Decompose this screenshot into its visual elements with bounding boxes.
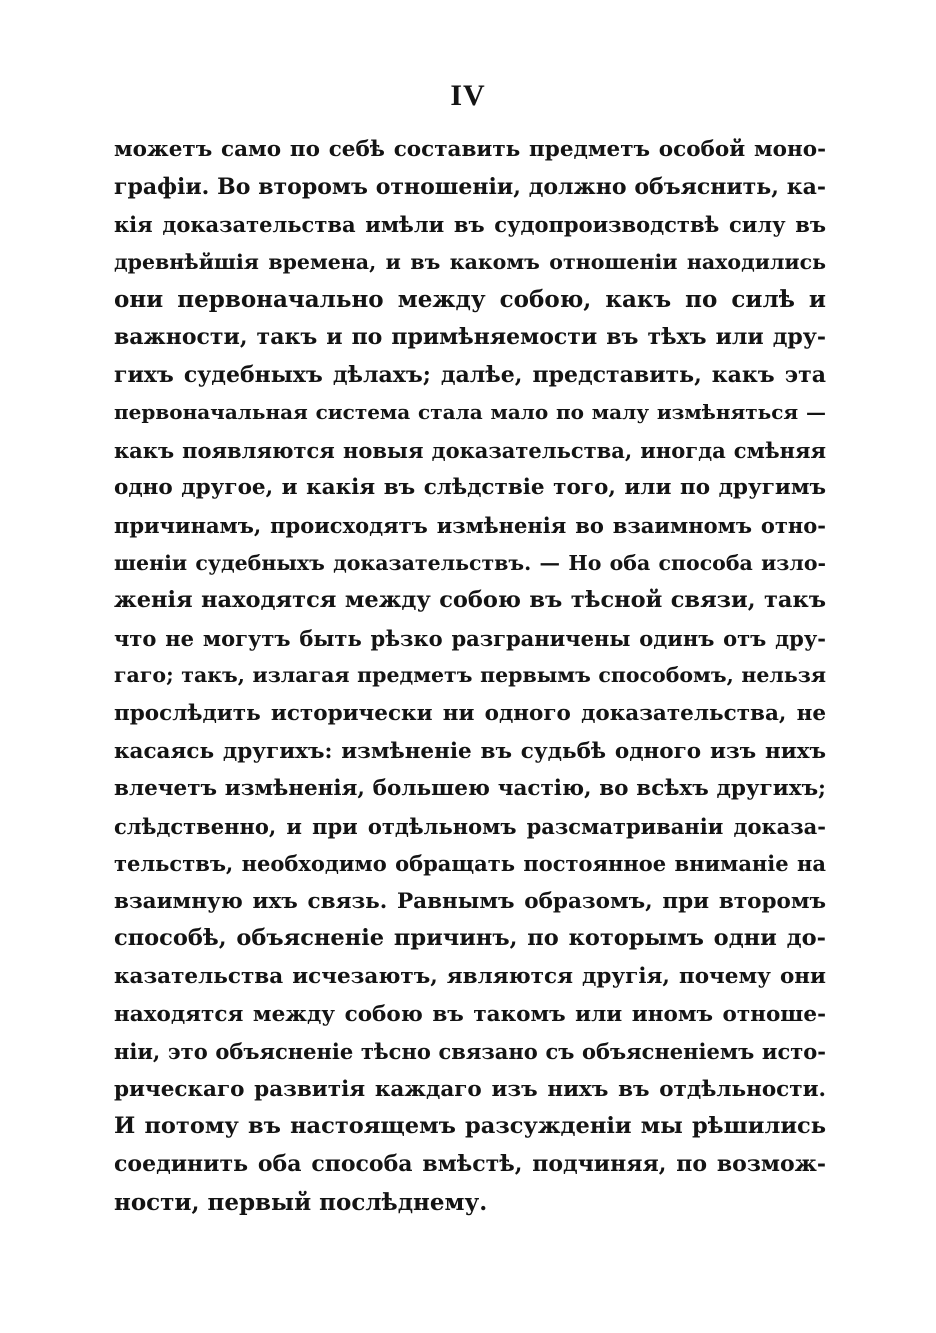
- text-line: тельствъ, необходимо обращать постоянное вниманіе на: [114, 851, 826, 877]
- text-line: взаимную ихъ связь. Равнымъ образомъ, при второмъ: [114, 888, 826, 914]
- text-line: шеніи судебныхъ доказательствъ. — Но оба способа изло-: [114, 550, 826, 575]
- text-line: рическаго развитія каждаго изъ нихъ въ отдѣльности.: [114, 1076, 826, 1102]
- text-line: ности, первый послѣднему.: [114, 1188, 488, 1216]
- text-line: гаго; такъ, излагая предметъ первымъ способомъ, нельзя: [114, 663, 826, 688]
- text-line: причинамъ, происходятъ измѣненія во взаимномъ отно-: [114, 512, 826, 538]
- text-line: древнѣйшія времена, и въ какомъ отношеніи находились: [114, 249, 826, 274]
- text-line: что не могутъ быть рѣзко разграничены одинъ отъ дру-: [114, 625, 826, 651]
- text-line: женія находятся между собою въ тѣсной связи, такъ: [114, 587, 826, 614]
- text-line: одно другое, и какія въ слѣдствіе того, или по другимъ: [114, 475, 826, 501]
- text-line: влечетъ измѣненія, большею частію, во всѣхъ другихъ;: [114, 776, 826, 802]
- text-line: касаясь другихъ: измѣненіе въ судьбѣ одного изъ нихъ: [114, 738, 826, 764]
- body-text: [114, 131, 826, 1221]
- text-line: слѣдственно, и при отдѣльномъ разсматриваніи доказа-: [114, 813, 826, 839]
- text-line: какъ появляются новыя доказательства, иногда смѣняя: [114, 437, 826, 463]
- text-line: гихъ судебныхъ дѣлахъ; далѣе, представить, какъ эта: [114, 361, 826, 388]
- text-line: ніи, это объясненіе тѣсно связано съ объясненіемъ исто-: [114, 1039, 826, 1065]
- text-line: казательства исчезаютъ, являются другія, почему они: [114, 964, 826, 990]
- text-line: находятся между собою въ такомъ или иномъ отноше-: [114, 1001, 826, 1027]
- text-line: соединить оба способа вмѣстѣ, подчиняя, по возмож-: [114, 1151, 826, 1178]
- text-line: способѣ, объясненіе причинъ, по которымъ одни до-: [114, 925, 826, 952]
- text-line: И потому въ настоящемъ разсужденіи мы рѣшились: [114, 1113, 826, 1140]
- text-line: графіи. Во второмъ отношеніи, должно объяснить, ка-: [114, 173, 826, 200]
- page-number: IV: [450, 79, 486, 112]
- text-line: они первоначально между собою, какъ по силѣ и: [114, 286, 826, 314]
- text-line: прослѣдить исторически ни одного доказательства, не: [114, 700, 826, 726]
- text-line: кія доказательства имѣли въ судопроизводствѣ силу въ: [114, 212, 826, 238]
- text-line: первоначальная система стала мало по малу измѣняться —: [114, 400, 826, 425]
- text-line: можетъ само по себѣ составить предметъ особой моно-: [114, 137, 826, 162]
- text-line: важности, такъ и по примѣняемости въ тѣхъ или дру-: [114, 323, 826, 350]
